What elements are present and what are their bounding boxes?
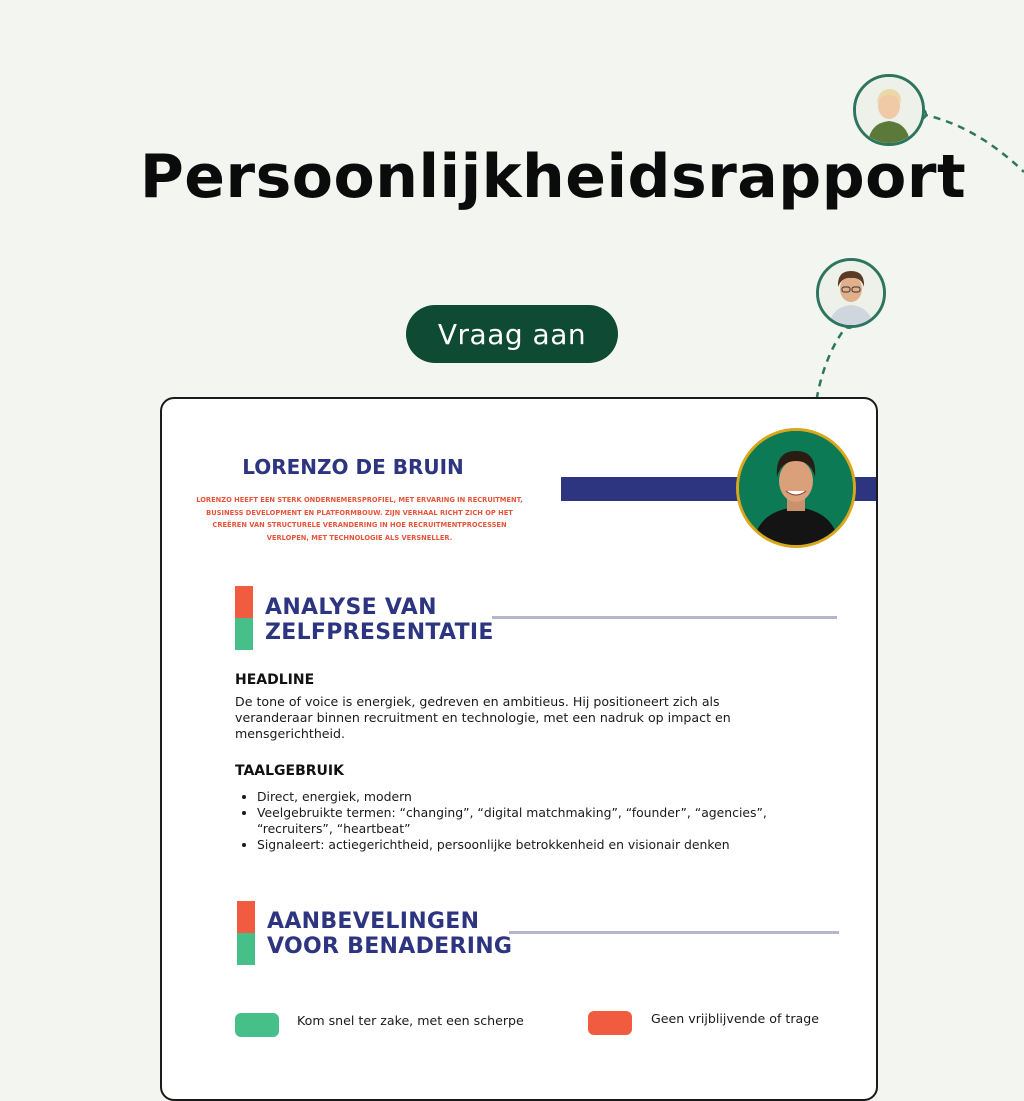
- list-item: • Direct, energiek, modern: [257, 789, 782, 805]
- page-title: Persoonlijkheidsrapport: [139, 142, 967, 212]
- list-item: • Veelgebruikte termen: “changing”, “digital matchmaking”, “founder”, “agencies”, “recruiters”, “heartbeat”: [257, 805, 782, 837]
- language-label: TAALGEBRUIK: [235, 763, 344, 779]
- section-title-recommendations: [267, 909, 512, 959]
- report-preview-card: [160, 397, 878, 1101]
- recommendation-marker-do: [235, 1013, 279, 1037]
- profile-photo-icon: [736, 428, 856, 548]
- list-item: • Signaleert: actiegerichtheid, persoonlijke betrokkenheid en visionair denken: [257, 837, 782, 853]
- section-marker: [235, 586, 253, 650]
- recommendation-dont-text: Geen vrijblijvende of trage: [651, 1011, 820, 1026]
- candidate-name: LORENZO DE BRUIN: [242, 455, 464, 479]
- section-title-line: ZELFPRESENTATIE: [265, 620, 494, 645]
- section-title-line: ANALYSE VAN: [265, 595, 437, 620]
- recommendation-marker-dont: [588, 1011, 632, 1035]
- candidate-intro: LORENZO HEEFT EEN STERK ONDERNEMERSPROFIEL, MET ERVARING IN RECRUITMENT, BUSINESS DEVELOPMENT EN PLATFORMBOUW. ZIJN VERHAAL RICHT ZICH OP HET CREËREN VAN STRUCTURELE VERANDERING IN HOE RECRUITMENTPROCESSEN VERLOPEN, MET TECHNOLOGIE ALS VERSNELLER.: [196, 496, 523, 542]
- section-title-line: VOOR BENADERING: [267, 934, 513, 959]
- headline-text: De tone of voice is energiek, gedreven en ambitieus. Hij positioneert zich als veranderaar binnen recruitment en technologie, met een nadruk op impact en mensgerichtheid.: [235, 694, 731, 741]
- section-title-analysis: [265, 595, 494, 645]
- section-marker: [237, 901, 255, 965]
- section-title-line: AANBEVELINGEN: [267, 909, 480, 934]
- language-list: [235, 789, 782, 853]
- recommendation-do-text: Kom snel ter zake, met een scherpe: [297, 1013, 524, 1028]
- woman-avatar-icon: [853, 74, 925, 146]
- headline-label: HEADLINE: [235, 672, 315, 688]
- section-divider: [492, 616, 837, 619]
- section-divider: [509, 931, 839, 934]
- man-avatar-icon: [816, 258, 886, 328]
- request-button[interactable]: Vraag aan: [406, 305, 618, 363]
